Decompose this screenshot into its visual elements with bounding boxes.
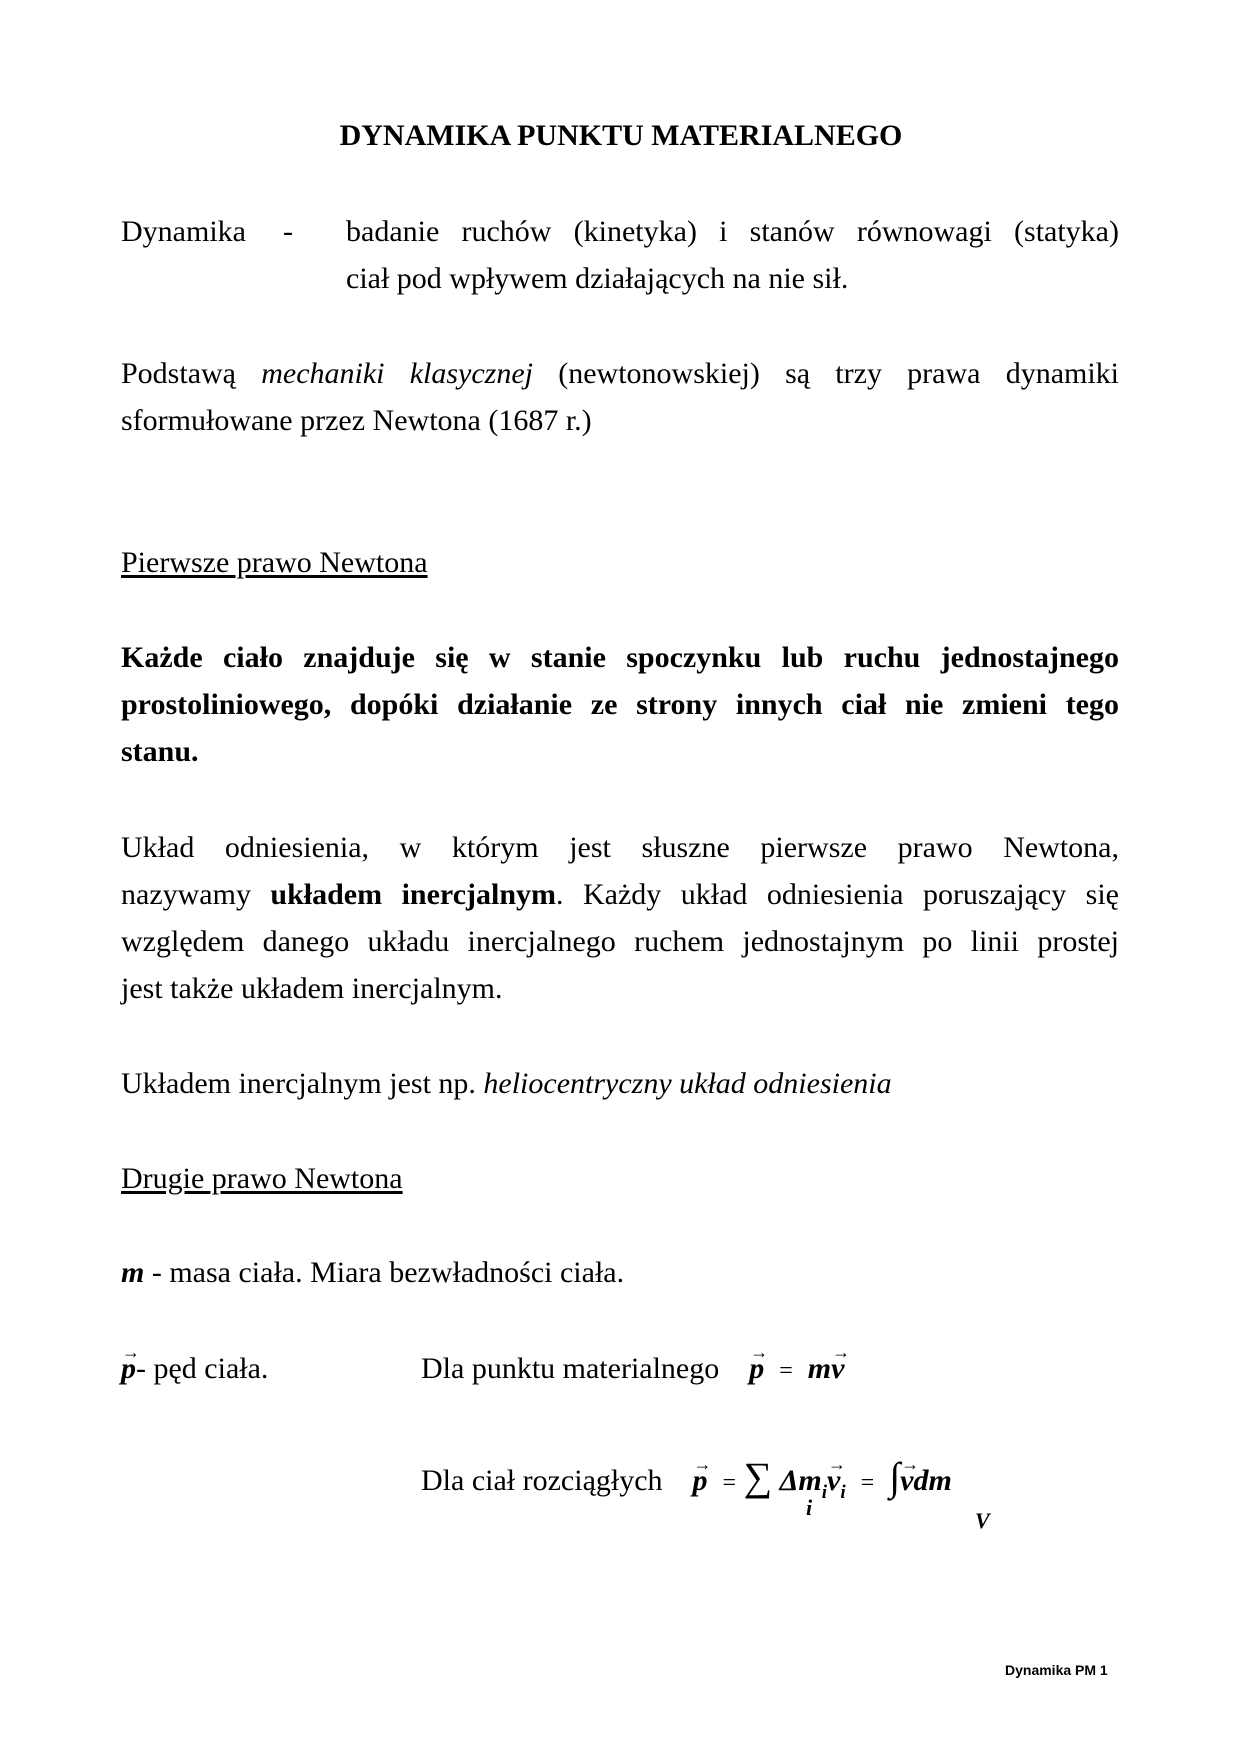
inertial-bold-term: układem inercjalnym xyxy=(270,878,557,911)
mass-line xyxy=(121,1255,624,1291)
inertial-line-3: względem danego układu inercjalnego ruchem jednostajnym po linii prostej xyxy=(121,925,1119,958)
eq2-equals: = xyxy=(722,1470,737,1496)
page-title: DYNAMIKA PUNKTU MATERIALNEGO xyxy=(339,119,903,152)
page-footer: Dynamika PM 1 xyxy=(1005,1662,1108,1678)
definition-line-2: ciał pod wpływem działających na nie sił. xyxy=(346,262,849,295)
ext-label: Dla ciał rozciągłych xyxy=(421,1464,663,1497)
eq2-p: → p xyxy=(693,1461,708,1501)
momentum-line xyxy=(121,1351,268,1387)
eq1-p: → p xyxy=(749,1351,764,1387)
inertial-line-1: Układ odniesienia, w którym jest słuszne pierwsze prawo Newtona, xyxy=(121,831,1119,864)
definition-term: Dynamika xyxy=(121,215,246,248)
sum-index: i xyxy=(806,1495,813,1520)
first-law-heading: Pierwsze prawo Newtona xyxy=(121,546,428,579)
subscript-i-2: i xyxy=(840,1482,846,1503)
definition-line-1: badanie ruchów (kinetyka) i stanów równowagi (statyka) xyxy=(346,215,1119,248)
second-law-heading: Drugie prawo Newtona xyxy=(121,1162,403,1195)
example-text: Układem inercjalnym jest np. xyxy=(121,1067,484,1100)
inertial-line-2 xyxy=(121,877,1119,913)
inertial-text-rest: . Każdy układ odniesienia poruszający się xyxy=(556,878,1119,911)
momentum-symbol: → p xyxy=(121,1351,136,1387)
intro-text-c: (newtonowskiej) są trzy prawa dynamiki xyxy=(558,357,1119,390)
eq1-m: m xyxy=(807,1352,832,1385)
extended-body-equation xyxy=(421,1454,952,1503)
integral-index: V xyxy=(975,1508,990,1533)
inertial-line-4: jest także układem inercjalnym. xyxy=(121,972,503,1005)
point-mass-equation xyxy=(421,1351,844,1387)
first-law-line-3: stanu. xyxy=(121,735,199,768)
inertial-text: nazywamy xyxy=(121,878,271,911)
dm: dm xyxy=(913,1464,952,1497)
v-i: → v xyxy=(827,1461,840,1501)
mass-text: - masa ciała. Miara bezwładności ciała. xyxy=(144,1256,625,1289)
intro-text-a: Podstawą xyxy=(121,357,262,390)
point-label: Dla punktu materialnego xyxy=(421,1352,720,1385)
momentum-text: - pęd ciała. xyxy=(136,1352,269,1385)
intro-emphasis: mechaniki klasycznej xyxy=(261,357,534,390)
first-law-line-1: Każde ciało znajduje się w stanie spoczynku lub ruchu jednostajnego xyxy=(121,641,1119,674)
eq2-equals-2: = xyxy=(860,1470,875,1496)
definition-dash: - xyxy=(283,215,293,248)
first-law-line-2: prostoliniowego, dopóki działanie ze strony innych ciał nie zmieni tego xyxy=(121,688,1119,721)
example-emphasis: heliocentryczny układ odniesienia xyxy=(483,1067,892,1100)
intro-line-2: sformułowane przez Newtona (1687 r.) xyxy=(121,404,592,437)
eq1-v: → v xyxy=(831,1351,844,1387)
integral-symbol: ∫ xyxy=(889,1454,901,1499)
eq1-equals: = xyxy=(779,1358,793,1384)
mass-symbol: m xyxy=(121,1256,145,1289)
delta-m: Δm xyxy=(779,1464,822,1497)
intro-line-1 xyxy=(121,356,1119,392)
example-line xyxy=(121,1066,892,1102)
sum-symbol: ∑ xyxy=(743,1454,773,1499)
int-v: → v xyxy=(900,1461,913,1501)
subscript-i: i xyxy=(821,1482,828,1503)
